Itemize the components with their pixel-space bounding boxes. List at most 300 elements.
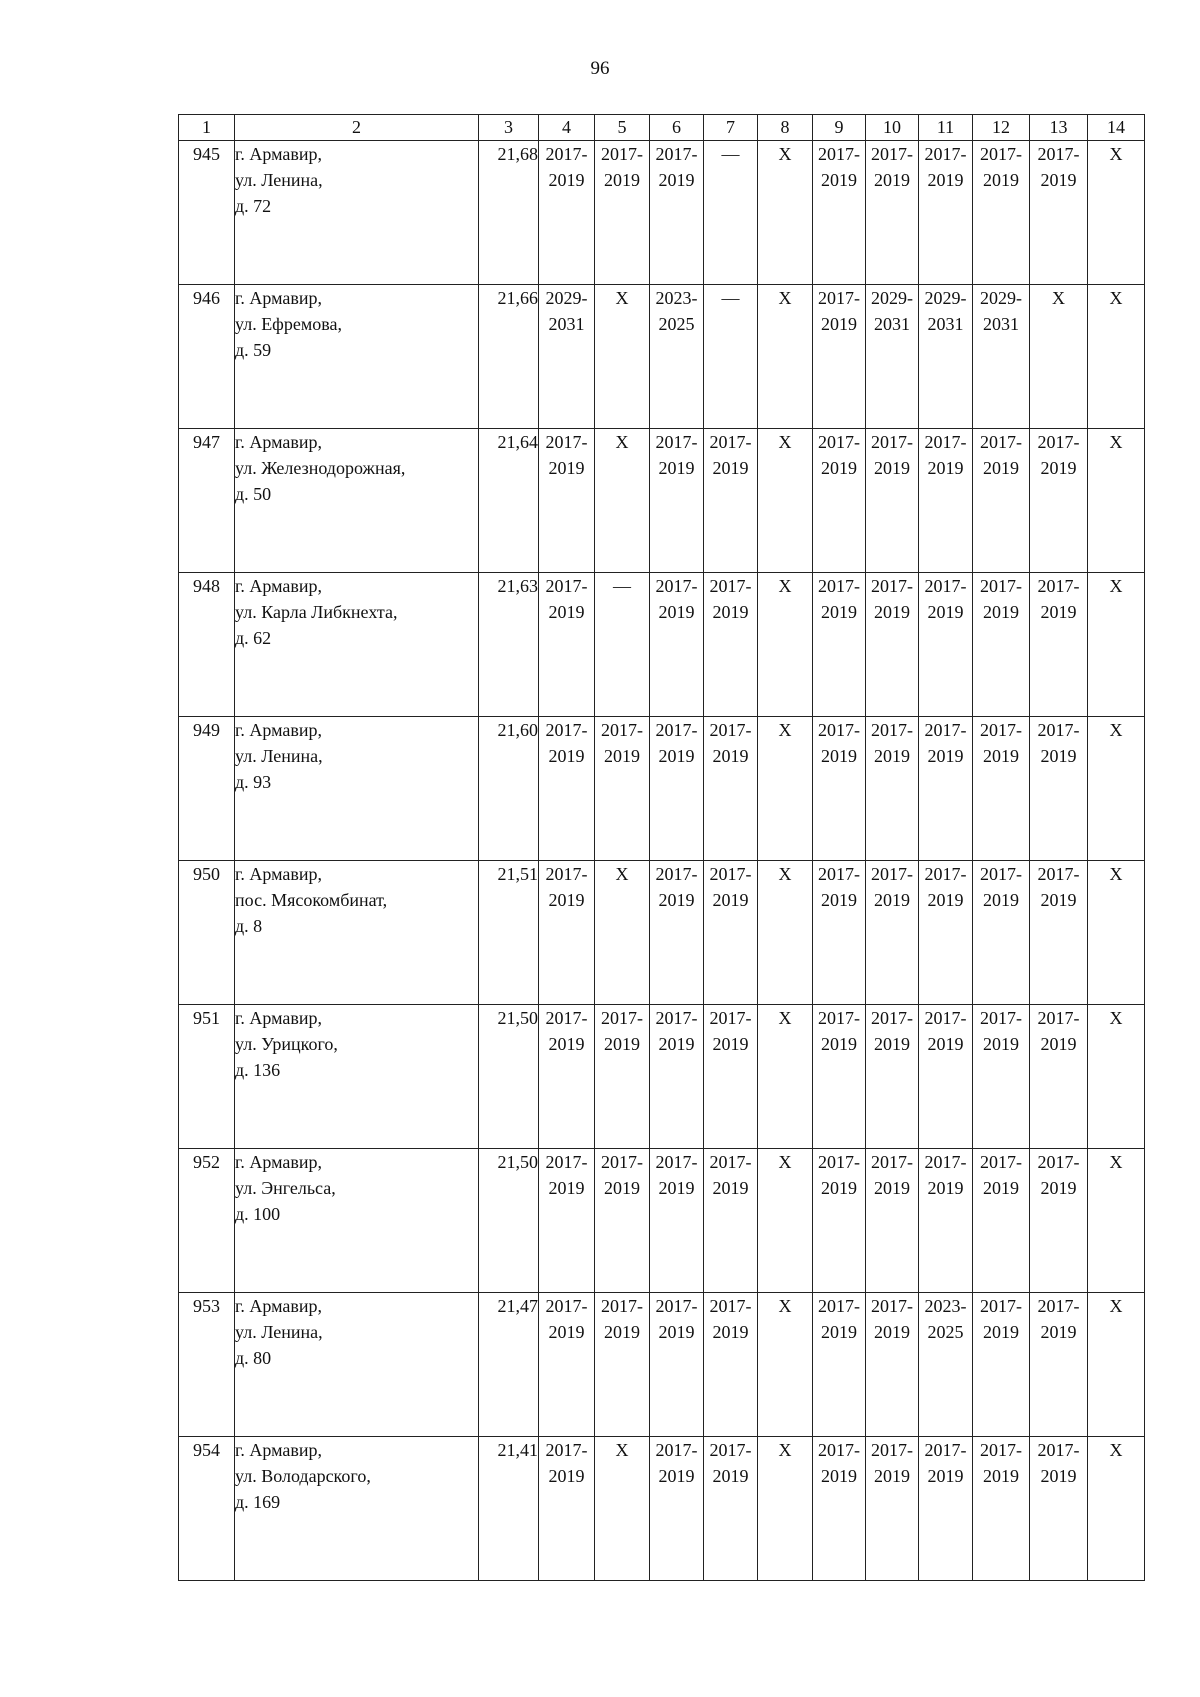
- schedule-cell-col-5: [595, 1293, 650, 1437]
- schedule-cell-text: X: [1109, 1440, 1123, 1460]
- address-line: ул. Ленина,: [235, 1322, 323, 1342]
- schedule-cell-text: 2017-: [1037, 1296, 1080, 1316]
- address-line: г. Армавир,: [235, 1008, 322, 1028]
- schedule-cell-text: 2017-: [924, 432, 967, 452]
- schedule-cell-text: 2029-: [980, 288, 1022, 308]
- column-header-5: 5: [595, 115, 650, 141]
- schedule-cell-text: 2019: [874, 1466, 910, 1486]
- schedule-cell-text: 2017-: [924, 144, 967, 164]
- schedule-cell-text: 2017-: [818, 1296, 860, 1316]
- schedule-cell-text: 2017-: [980, 1296, 1022, 1316]
- column-header-11: 11: [919, 115, 973, 141]
- schedule-cell-text: 2019: [821, 890, 857, 910]
- schedule-cell-text: X: [1109, 864, 1123, 884]
- schedule-cell-text: 2017-: [818, 576, 860, 596]
- schedule-cell-text: X: [778, 576, 792, 596]
- schedule-cell-col-10: [866, 1293, 919, 1437]
- area-cell: 21,66: [479, 285, 539, 429]
- schedule-cell-text: 2019: [983, 1034, 1019, 1054]
- address-line: ул. Урицкого,: [235, 1034, 338, 1054]
- table-row: [179, 1437, 1145, 1581]
- schedule-cell-col-8: [758, 141, 813, 285]
- address-line: д. 100: [235, 1204, 281, 1224]
- schedule-cell-col-11: [919, 1149, 973, 1293]
- address-line: ул. Ленина,: [235, 170, 323, 190]
- schedule-cell-text: 2019: [1040, 1466, 1077, 1486]
- schedule-cell-col-9: [813, 1005, 866, 1149]
- schedule-cell-text: 2017-: [980, 576, 1022, 596]
- schedule-cell-col-4: [539, 1293, 595, 1437]
- address-line: г. Армавир,: [235, 144, 322, 164]
- schedule-cell-col-9: [813, 717, 866, 861]
- schedule-cell-text: 2019: [658, 890, 695, 910]
- schedule-cell-col-8: [758, 1149, 813, 1293]
- schedule-cell-text: X: [1052, 288, 1065, 308]
- schedule-cell-col-14: [1088, 861, 1145, 1005]
- schedule-cell-text: 2019: [604, 746, 640, 766]
- schedule-cell-col-6: [650, 861, 704, 1005]
- schedule-cell-text: 2019: [927, 458, 964, 478]
- schedule-cell-text: 2019: [712, 458, 749, 478]
- schedule-cell-text: 2017-: [545, 144, 588, 164]
- schedule-cell-text: 2017-: [818, 1440, 860, 1460]
- schedule-cell-text: X: [778, 288, 792, 308]
- schedule-cell-col-5: [595, 573, 650, 717]
- schedule-cell-col-9: [813, 285, 866, 429]
- address-cell: [235, 1005, 479, 1149]
- schedule-cell-text: 2019: [712, 1466, 749, 1486]
- schedule-cell-text: 2017-: [1037, 576, 1080, 596]
- schedule-cell-col-14: [1088, 1293, 1145, 1437]
- schedule-cell-text: 2017-: [980, 144, 1022, 164]
- address-line: ул. Карла Либкнехта,: [235, 602, 398, 622]
- schedule-cell-text: 2017-: [980, 1440, 1022, 1460]
- schedule-cell-col-8: [758, 573, 813, 717]
- schedule-cell-col-13: [1030, 285, 1088, 429]
- schedule-cell-text: 2019: [821, 1178, 857, 1198]
- schedule-cell-text: 2019: [927, 1034, 964, 1054]
- schedule-cell-text: 2017-: [1037, 864, 1080, 884]
- schedule-cell-text: 2017-: [871, 720, 913, 740]
- row-number: 946: [179, 285, 235, 429]
- address-line: ул. Железнодорожная,: [235, 458, 406, 478]
- address-line: ул. Ленина,: [235, 746, 323, 766]
- schedule-cell-col-6: [650, 141, 704, 285]
- address-line: г. Армавир,: [235, 576, 322, 596]
- schedule-cell-col-8: [758, 285, 813, 429]
- row-number: 950: [179, 861, 235, 1005]
- schedule-cell-col-11: [919, 1005, 973, 1149]
- schedule-cell-col-13: [1030, 1437, 1088, 1581]
- area-cell: 21,41: [479, 1437, 539, 1581]
- schedule-cell-text: 2017-: [980, 1152, 1022, 1172]
- table-row: [179, 1005, 1145, 1149]
- schedule-cell-col-10: [866, 573, 919, 717]
- schedule-cell-col-9: [813, 1437, 866, 1581]
- schedule-cell-text: 2031: [983, 314, 1019, 334]
- schedule-cell-col-8: [758, 1005, 813, 1149]
- schedule-cell-text: 2019: [658, 1322, 695, 1342]
- schedule-cell-text: 2019: [712, 1034, 749, 1054]
- column-header-2: 2: [235, 115, 479, 141]
- address-line: ул. Ефремова,: [235, 314, 342, 334]
- schedule-cell-text: 2019: [712, 746, 749, 766]
- table-row: [179, 573, 1145, 717]
- schedule-cell-col-11: [919, 285, 973, 429]
- schedule-cell-text: 2019: [658, 602, 695, 622]
- schedule-cell-text: 2017-: [871, 1296, 913, 1316]
- schedule-cell-col-4: [539, 429, 595, 573]
- schedule-cell-col-9: [813, 141, 866, 285]
- schedule-cell-text: X: [1109, 432, 1123, 452]
- schedule-cell-text: 2017-: [871, 576, 913, 596]
- column-header-10: 10: [866, 115, 919, 141]
- schedule-cell-col-9: [813, 861, 866, 1005]
- schedule-cell-text: 2031: [874, 314, 910, 334]
- schedule-cell-col-9: [813, 1149, 866, 1293]
- schedule-cell-text: X: [615, 864, 629, 884]
- column-header-8: 8: [758, 115, 813, 141]
- schedule-cell-col-14: [1088, 141, 1145, 285]
- schedule-cell-text: 2019: [821, 314, 857, 334]
- schedule-cell-text: 2019: [604, 1178, 640, 1198]
- schedule-cell-text: 2017-: [1037, 1440, 1080, 1460]
- schedule-cell-text: 2017-: [601, 144, 643, 164]
- schedule-cell-col-4: [539, 717, 595, 861]
- address-cell: [235, 429, 479, 573]
- schedule-cell-text: 2017-: [871, 432, 913, 452]
- schedule-cell-col-6: [650, 1293, 704, 1437]
- area-cell: 21,50: [479, 1149, 539, 1293]
- address-line: д. 62: [235, 628, 272, 648]
- schedule-cell-text: 2019: [983, 170, 1019, 190]
- schedule-cell-text: 2019: [1040, 458, 1077, 478]
- row-number: 954: [179, 1437, 235, 1581]
- schedule-cell-col-14: [1088, 1437, 1145, 1581]
- schedule-cell-text: X: [1109, 576, 1123, 596]
- schedule-cell-col-13: [1030, 1149, 1088, 1293]
- schedule-cell-text: 2019: [548, 602, 585, 622]
- schedule-cell-col-7: [704, 141, 758, 285]
- schedule-cell-text: 2017-: [924, 720, 967, 740]
- schedule-cell-col-8: [758, 1293, 813, 1437]
- schedule-cell-text: 2017-: [924, 864, 967, 884]
- area-cell: 21,50: [479, 1005, 539, 1149]
- row-number: 949: [179, 717, 235, 861]
- schedule-cell-col-7: [704, 1293, 758, 1437]
- schedule-cell-col-10: [866, 141, 919, 285]
- schedule-cell-col-10: [866, 717, 919, 861]
- schedule-cell-text: 2017-: [924, 576, 967, 596]
- row-number: 952: [179, 1149, 235, 1293]
- schedule-cell-col-12: [973, 429, 1030, 573]
- address-line: д. 8: [235, 916, 263, 936]
- schedule-cell-text: 2019: [983, 1322, 1019, 1342]
- schedule-cell-col-4: [539, 1437, 595, 1581]
- schedule-cell-col-9: [813, 429, 866, 573]
- repair-schedule-table: [178, 114, 1145, 1581]
- address-line: д. 72: [235, 196, 272, 216]
- schedule-cell-col-5: [595, 1005, 650, 1149]
- schedule-cell-text: X: [778, 864, 792, 884]
- schedule-cell-text: 2019: [874, 458, 910, 478]
- schedule-cell-col-13: [1030, 1005, 1088, 1149]
- row-number: 951: [179, 1005, 235, 1149]
- schedule-cell-text: 2017-: [1037, 432, 1080, 452]
- address-line: д. 59: [235, 340, 272, 360]
- schedule-cell-text: 2017-: [709, 576, 752, 596]
- schedule-cell-text: X: [778, 1008, 792, 1028]
- schedule-cell-text: 2019: [821, 1034, 857, 1054]
- row-number: 953: [179, 1293, 235, 1437]
- schedule-cell-text: —: [721, 288, 740, 308]
- schedule-cell-text: 2017-: [871, 864, 913, 884]
- schedule-cell-text: 2019: [874, 1034, 910, 1054]
- schedule-cell-text: 2017-: [601, 1008, 643, 1028]
- schedule-cell-text: 2019: [983, 458, 1019, 478]
- address-line: г. Армавир,: [235, 1152, 322, 1172]
- schedule-cell-col-8: [758, 861, 813, 1005]
- schedule-cell-text: 2017-: [709, 864, 752, 884]
- address-line: д. 80: [235, 1348, 272, 1368]
- area-cell: 21,47: [479, 1293, 539, 1437]
- schedule-cell-text: 2019: [821, 1322, 857, 1342]
- row-number: 947: [179, 429, 235, 573]
- schedule-cell-text: 2019: [874, 1322, 910, 1342]
- schedule-cell-text: 2019: [712, 1322, 749, 1342]
- schedule-cell-col-10: [866, 1149, 919, 1293]
- schedule-cell-col-6: [650, 1005, 704, 1149]
- schedule-cell-text: 2019: [927, 890, 964, 910]
- schedule-cell-col-7: [704, 429, 758, 573]
- address-line: ул. Энгельса,: [235, 1178, 336, 1198]
- schedule-cell-col-12: [973, 1149, 1030, 1293]
- schedule-cell-text: 2017-: [545, 1008, 588, 1028]
- schedule-cell-text: 2019: [821, 746, 857, 766]
- schedule-cell-text: 2017-: [601, 1296, 643, 1316]
- schedule-cell-text: 2019: [604, 1034, 640, 1054]
- schedule-cell-text: 2019: [548, 458, 585, 478]
- schedule-cell-text: 2017-: [818, 432, 860, 452]
- schedule-cell-text: 2019: [548, 1178, 585, 1198]
- schedule-cell-text: 2017-: [980, 432, 1022, 452]
- schedule-cell-col-14: [1088, 429, 1145, 573]
- schedule-cell-text: 2019: [983, 1178, 1019, 1198]
- schedule-cell-text: 2017-: [655, 1152, 698, 1172]
- schedule-cell-text: X: [778, 432, 792, 452]
- address-cell: [235, 861, 479, 1005]
- schedule-cell-text: 2017-: [545, 576, 588, 596]
- schedule-cell-text: 2017-: [709, 1296, 752, 1316]
- column-header-3: 3: [479, 115, 539, 141]
- schedule-cell-text: 2023-: [924, 1296, 967, 1316]
- schedule-cell-text: 2023-: [655, 288, 698, 308]
- schedule-cell-col-11: [919, 429, 973, 573]
- schedule-cell-text: 2017-: [1037, 1152, 1080, 1172]
- area-cell: 21,60: [479, 717, 539, 861]
- schedule-cell-text: X: [1109, 1296, 1123, 1316]
- schedule-cell-col-7: [704, 1437, 758, 1581]
- column-header-1: 1: [179, 115, 235, 141]
- schedule-cell-text: 2019: [658, 746, 695, 766]
- schedule-cell-text: 2019: [927, 1178, 964, 1198]
- address-line: д. 93: [235, 772, 272, 792]
- schedule-cell-text: 2019: [927, 1466, 964, 1486]
- schedule-cell-text: 2019: [712, 1178, 749, 1198]
- schedule-cell-col-13: [1030, 1293, 1088, 1437]
- schedule-cell-col-4: [539, 1005, 595, 1149]
- schedule-cell-col-4: [539, 573, 595, 717]
- schedule-cell-text: 2019: [821, 1466, 857, 1486]
- schedule-cell-text: X: [778, 1152, 792, 1172]
- schedule-cell-col-8: [758, 717, 813, 861]
- schedule-cell-text: 2017-: [601, 720, 643, 740]
- schedule-cell-text: 2019: [1040, 1034, 1077, 1054]
- schedule-cell-text: 2017-: [818, 288, 860, 308]
- schedule-cell-col-12: [973, 573, 1030, 717]
- schedule-cell-text: 2029-: [871, 288, 913, 308]
- schedule-cell-text: 2017-: [655, 1440, 698, 1460]
- schedule-cell-col-5: [595, 141, 650, 285]
- address-cell: [235, 1437, 479, 1581]
- schedule-cell-text: 2017-: [601, 1152, 643, 1172]
- schedule-cell-text: 2017-: [871, 1440, 913, 1460]
- schedule-cell-text: 2017-: [818, 1152, 860, 1172]
- area-cell: 21,64: [479, 429, 539, 573]
- schedule-cell-text: 2029-: [545, 288, 588, 308]
- schedule-cell-text: 2019: [548, 1034, 585, 1054]
- schedule-cell-text: 2019: [1040, 1322, 1077, 1342]
- schedule-cell-text: X: [1109, 288, 1123, 308]
- schedule-cell-text: 2019: [712, 602, 749, 622]
- schedule-cell-col-12: [973, 285, 1030, 429]
- schedule-cell-col-10: [866, 1437, 919, 1581]
- schedule-cell-text: 2019: [1040, 170, 1077, 190]
- schedule-cell-text: 2017-: [655, 432, 698, 452]
- schedule-cell-text: 2017-: [545, 432, 588, 452]
- schedule-cell-text: 2017-: [871, 1008, 913, 1028]
- schedule-cell-text: X: [778, 1440, 792, 1460]
- area-cell: 21,51: [479, 861, 539, 1005]
- schedule-cell-col-14: [1088, 717, 1145, 861]
- schedule-cell-text: 2017-: [1037, 720, 1080, 740]
- schedule-cell-text: 2019: [548, 1466, 585, 1486]
- schedule-cell-text: 2017-: [545, 1440, 588, 1460]
- schedule-cell-col-13: [1030, 573, 1088, 717]
- schedule-cell-col-5: [595, 717, 650, 861]
- table-row: [179, 285, 1145, 429]
- schedule-cell-col-6: [650, 285, 704, 429]
- schedule-cell-col-11: [919, 573, 973, 717]
- schedule-cell-col-12: [973, 141, 1030, 285]
- schedule-cell-text: 2017-: [655, 1008, 698, 1028]
- schedule-cell-col-12: [973, 1005, 1030, 1149]
- schedule-cell-text: 2019: [927, 170, 964, 190]
- schedule-cell-col-10: [866, 861, 919, 1005]
- schedule-cell-text: 2017-: [709, 1152, 752, 1172]
- schedule-cell-text: 2017-: [655, 576, 698, 596]
- schedule-cell-col-10: [866, 429, 919, 573]
- column-header-7: 7: [704, 115, 758, 141]
- schedule-cell-text: 2017-: [818, 144, 860, 164]
- schedule-cell-text: 2019: [927, 602, 964, 622]
- schedule-cell-text: 2017-: [980, 864, 1022, 884]
- page-number: 96: [590, 58, 610, 79]
- schedule-cell-text: 2019: [658, 1178, 695, 1198]
- schedule-cell-text: 2017-: [980, 720, 1022, 740]
- schedule-cell-col-10: [866, 1005, 919, 1149]
- schedule-cell-col-13: [1030, 429, 1088, 573]
- address-line: пос. Мясокомбинат,: [235, 890, 388, 910]
- schedule-cell-text: 2019: [1040, 746, 1077, 766]
- schedule-cell-col-7: [704, 861, 758, 1005]
- schedule-cell-text: 2017-: [655, 144, 698, 164]
- schedule-cell-col-5: [595, 1437, 650, 1581]
- schedule-cell-text: 2019: [983, 602, 1019, 622]
- schedule-cell-col-11: [919, 717, 973, 861]
- schedule-cell-text: 2019: [548, 1322, 585, 1342]
- schedule-cell-text: 2017-: [655, 720, 698, 740]
- address-line: г. Армавир,: [235, 288, 322, 308]
- schedule-cell-col-5: [595, 285, 650, 429]
- schedule-cell-col-10: [866, 285, 919, 429]
- schedule-cell-text: 2019: [548, 170, 585, 190]
- column-header-12: 12: [973, 115, 1030, 141]
- address-line: г. Армавир,: [235, 1296, 322, 1316]
- schedule-cell-col-12: [973, 861, 1030, 1005]
- address-cell: [235, 141, 479, 285]
- schedule-cell-col-4: [539, 861, 595, 1005]
- schedule-cell-col-4: [539, 285, 595, 429]
- address-line: д. 136: [235, 1060, 281, 1080]
- schedule-cell-text: 2031: [927, 314, 964, 334]
- schedule-cell-text: 2019: [658, 170, 695, 190]
- schedule-cell-text: 2017-: [545, 1296, 588, 1316]
- schedule-cell-text: 2019: [874, 890, 910, 910]
- schedule-cell-text: 2019: [983, 746, 1019, 766]
- schedule-cell-col-12: [973, 1293, 1030, 1437]
- schedule-cell-text: 2019: [1040, 602, 1077, 622]
- schedule-cell-col-12: [973, 1437, 1030, 1581]
- table-row: [179, 861, 1145, 1005]
- schedule-cell-col-8: [758, 429, 813, 573]
- table-row: [179, 1293, 1145, 1437]
- schedule-cell-text: 2019: [658, 1034, 695, 1054]
- schedule-cell-col-6: [650, 429, 704, 573]
- schedule-cell-text: 2017-: [924, 1008, 967, 1028]
- table-body: [179, 141, 1145, 1581]
- schedule-cell-text: X: [1109, 1008, 1123, 1028]
- schedule-cell-text: 2019: [821, 170, 857, 190]
- schedule-cell-text: X: [778, 144, 792, 164]
- row-number: 945: [179, 141, 235, 285]
- schedule-cell-text: 2019: [604, 1322, 640, 1342]
- address-line: г. Армавир,: [235, 720, 322, 740]
- schedule-cell-text: 2017-: [709, 1440, 752, 1460]
- schedule-cell-text: X: [1109, 1152, 1123, 1172]
- schedule-cell-text: 2017-: [871, 144, 913, 164]
- address-cell: [235, 285, 479, 429]
- schedule-cell-col-6: [650, 1149, 704, 1293]
- schedule-cell-col-7: [704, 285, 758, 429]
- schedule-cell-col-4: [539, 1149, 595, 1293]
- schedule-cell-text: 2017-: [818, 1008, 860, 1028]
- schedule-cell-col-13: [1030, 141, 1088, 285]
- schedule-cell-col-5: [595, 429, 650, 573]
- schedule-cell-text: 2019: [548, 890, 585, 910]
- schedule-cell-col-11: [919, 141, 973, 285]
- schedule-cell-col-6: [650, 573, 704, 717]
